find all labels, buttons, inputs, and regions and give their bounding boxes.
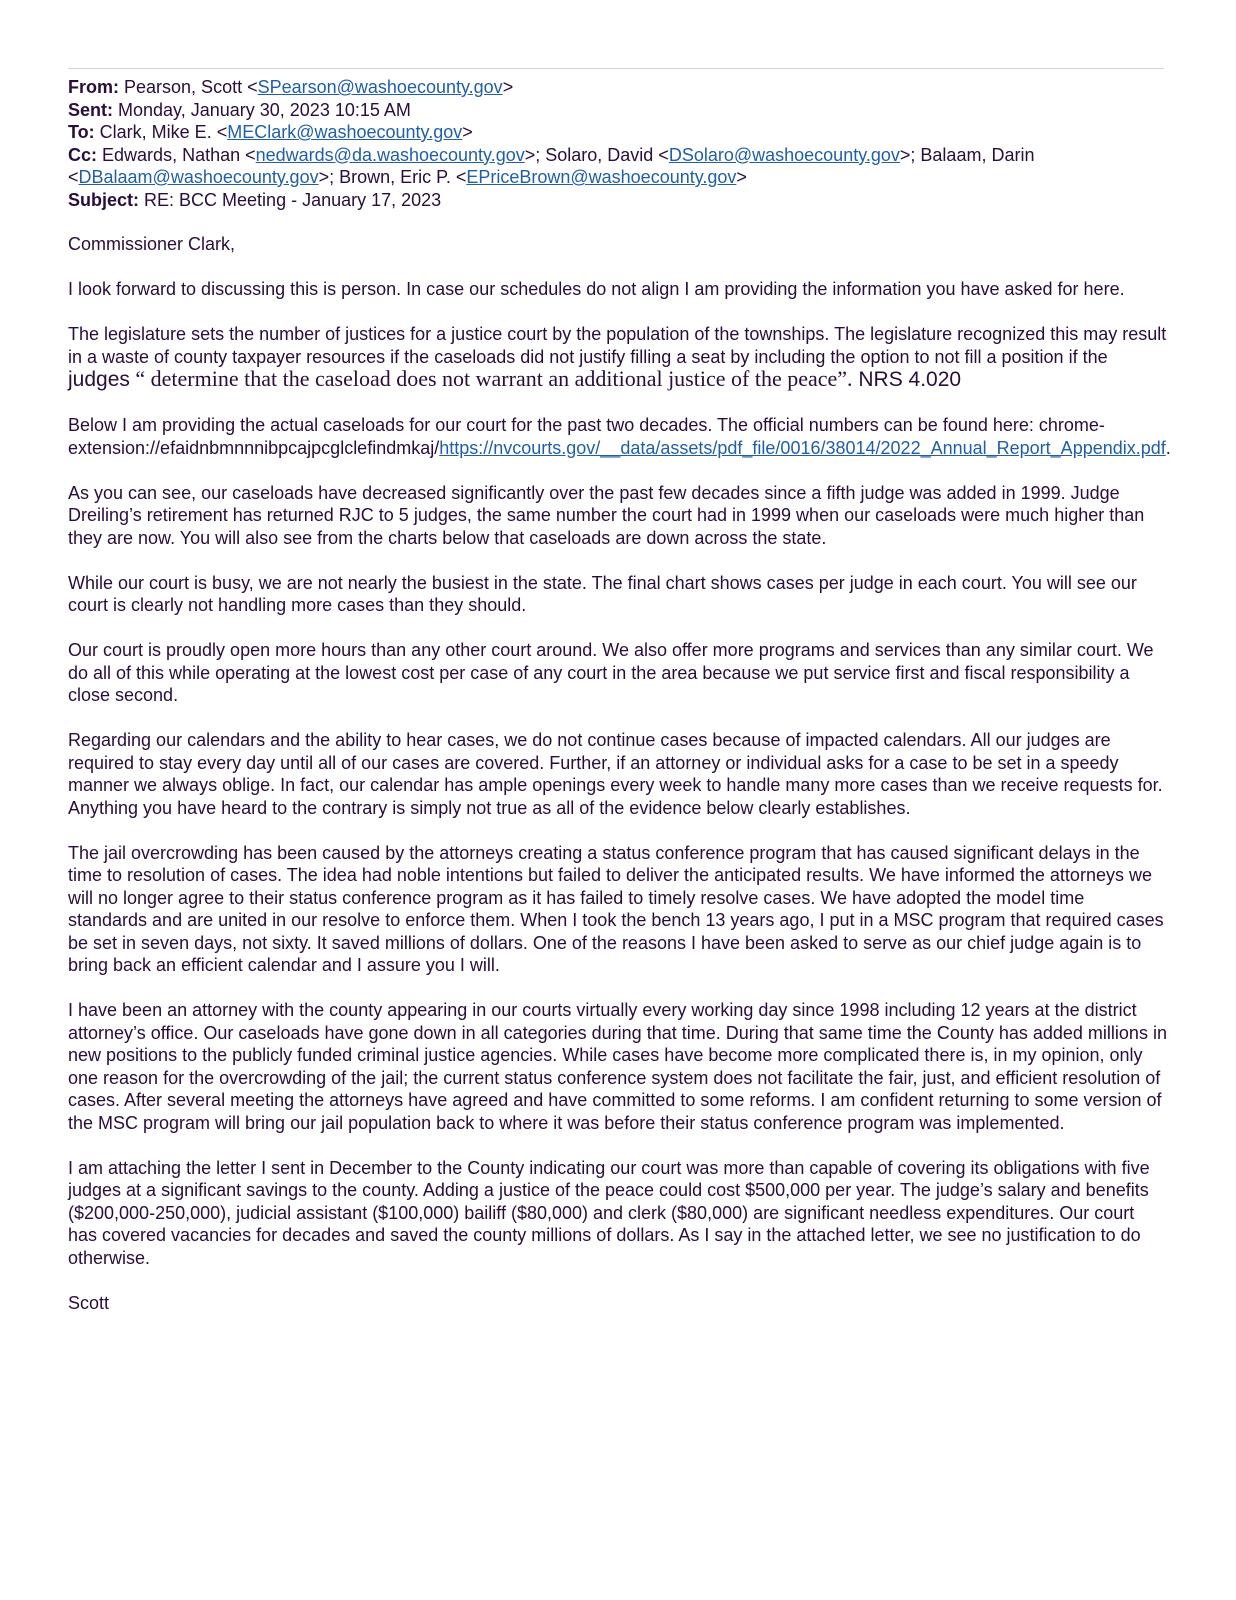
- cc-email-brown-link[interactable]: EPriceBrown@washoecounty.gov: [466, 167, 737, 187]
- cc-line: [68, 144, 1168, 189]
- from-name: Pearson, Scott <: [124, 77, 258, 97]
- subject-value: RE: BCC Meeting - January 17, 2023: [144, 189, 442, 210]
- cc-label: Cc:: [68, 144, 98, 165]
- cc-name-balaam: >; Balaam, Darin <: [68, 144, 1035, 187]
- annual-report-link[interactable]: https://nvcourts.gov/__data/assets/pdf_file/0016/38014/2022_Annual_Report_Appendix.pdf: [439, 437, 1166, 458]
- email-message: [68, 76, 1171, 1337]
- statute-quote: “ determine that the caseload does not warrant an additional justice of the peace”.: [129, 366, 853, 391]
- paragraph-legislature: [68, 323, 1168, 392]
- subject-line: [68, 189, 1168, 212]
- from-label: From:: [68, 77, 119, 97]
- email-header: [68, 76, 1168, 211]
- cc-email-solaro-link[interactable]: DSolaro@washoecounty.gov: [668, 144, 900, 165]
- paragraph-intro: I look forward to discussing this is person. In case our schedules do not align I am providing the information you have asked for here.: [68, 279, 1125, 299]
- paragraph-decrease: As you can see, our caseloads have decreased significantly over the past few decades since a fifth judge was added in 1999. Judge Dreiling’s retirement has returned RJC to 5 judges, the same number the court had in 1999 when our caseloads were much higher than they are now. You will also see from the charts below that caseloads are down across the state.: [68, 482, 1145, 548]
- sent-line: [68, 99, 1168, 122]
- to-name: Clark, Mike E. <: [99, 122, 228, 142]
- header-divider: [68, 68, 1164, 69]
- cc-email-balaam-link[interactable]: DBalaam@washoecounty.gov: [78, 167, 319, 187]
- cc-email-edwards-link[interactable]: nedwards@da.washoecounty.gov: [255, 144, 525, 165]
- paragraph-jail: The jail overcrowding has been caused by the attorneys creating a status conference program that has caused significant delays in the time to resolution of cases. The idea had noble intentions but failed to deliver the anticipated results. We have informed the attorneys we will no longer agree to their status conference program as it has failed to timely resolve cases. We have adopted the model time standards and are united in our resolve to enforce them. When I took the bench 13 years ago, I put in a MSC program that required cases be set in seven days, not sixty. It saved millions of dollars. One of the reasons I have been asked to serve as our chief judge again is to bring back an efficient calendar and I assure you I will.: [68, 842, 1164, 975]
- paragraph-caseloads: [68, 414, 1171, 459]
- paragraph-hours: Our court is proudly open more hours than any other court around. We also offer more programs and services than any similar court. We do all of this while operating at the lowest cost per case of any court in the area because we put service first and fiscal responsibility a close second.: [68, 640, 1154, 705]
- email-body: [68, 233, 1171, 1314]
- caseloads-text: Below I am providing the actual caseloads for our court for the past two decades. The official numbers can be found here: chrome-extension://efaidnbmnnnibpcajpcglclefindmkaj/: [68, 415, 1105, 458]
- judges-word: judges: [68, 368, 130, 391]
- paragraph-busy: While our court is busy, we are not nearly the busiest in the state. The final chart shows cases per judge in each court. You will see our court is clearly not handling more cases than they should.: [68, 572, 1137, 615]
- greeting: Commissioner Clark,: [68, 234, 236, 254]
- cc-name-solaro: >; Solaro, David <: [524, 144, 669, 165]
- paragraph-attorney: I have been an attorney with the county appearing in our courts virtually every working day since 1998 including 12 years at the district attorney’s office. Our caseloads have gone down in all categories during that time. During that same time the County has added millions in new positions to the publicly funded criminal justice agencies. While cases have become more complicated there is, in my opinion, only one reason for the overcrowding of the jail; the current status conference system does not facilitate the fair, just, and efficient resolution of cases. After several meeting the attorneys have agreed and have committed to some reforms. I am confident returning to some version of the MSC program will bring our jail population back to where it was before their status conference program was implemented.: [68, 1000, 1167, 1133]
- cc-name-edwards: Edwards, Nathan <: [102, 144, 256, 165]
- legislature-text: The legislature sets the number of justices for a justice court by the population of the townships. The legislature recognized this may result in a waste of county taxpayer resources if the caseloads did not justify filling a seat by including the option to not fill a position if the: [68, 324, 1167, 367]
- paragraph-calendars: Regarding our calendars and the ability to hear cases, we do not continue cases because of impacted calendars. All our judges are required to stay every day until all of our cases are covered. Further, if an attorney or individual asks for a case to be set in a speedy manner we always oblige. In fact, our calendar has ample openings every week to handle many more cases than we receive requests for. Anything you have heard to the contrary is simply not true as all of the evidence below clearly establishes.: [68, 730, 1163, 818]
- to-label: To:: [68, 122, 95, 142]
- to-email-link[interactable]: MEClark@washoecounty.gov: [227, 122, 463, 142]
- nrs-citation: NRS 4.020: [852, 368, 962, 391]
- subject-label: Subject:: [68, 189, 140, 210]
- paragraph-letter: I am attaching the letter I sent in December to the County indicating our court was more than capable of covering its obligations with five judges at a significant savings to the county. Adding a justice of the peace could cost $500,000 per year. The judge’s salary and benefits ($200,000-250,000), judicial assistant ($100,000) bailiff ($80,000) and clerk ($80,000) are significant needless expenditures. Our court has covered vacancies for decades and saved the county millions of dollars. As I say in the attached letter, we see no justification to do otherwise.: [68, 1157, 1150, 1268]
- caseloads-end: .: [1165, 437, 1171, 458]
- from-email-link[interactable]: SPearson@washoecounty.gov: [257, 77, 503, 97]
- to-line: [68, 121, 1168, 144]
- cc-close: >: [736, 167, 747, 187]
- from-close: >: [502, 77, 514, 97]
- signature: Scott: [68, 1292, 110, 1313]
- to-close: >: [462, 122, 473, 142]
- sent-value: Monday, January 30, 2023 10:15 AM: [118, 99, 411, 120]
- sent-label: Sent:: [68, 99, 113, 120]
- cc-name-brown: >; Brown, Eric P. <: [318, 167, 467, 187]
- from-line: [68, 76, 1168, 99]
